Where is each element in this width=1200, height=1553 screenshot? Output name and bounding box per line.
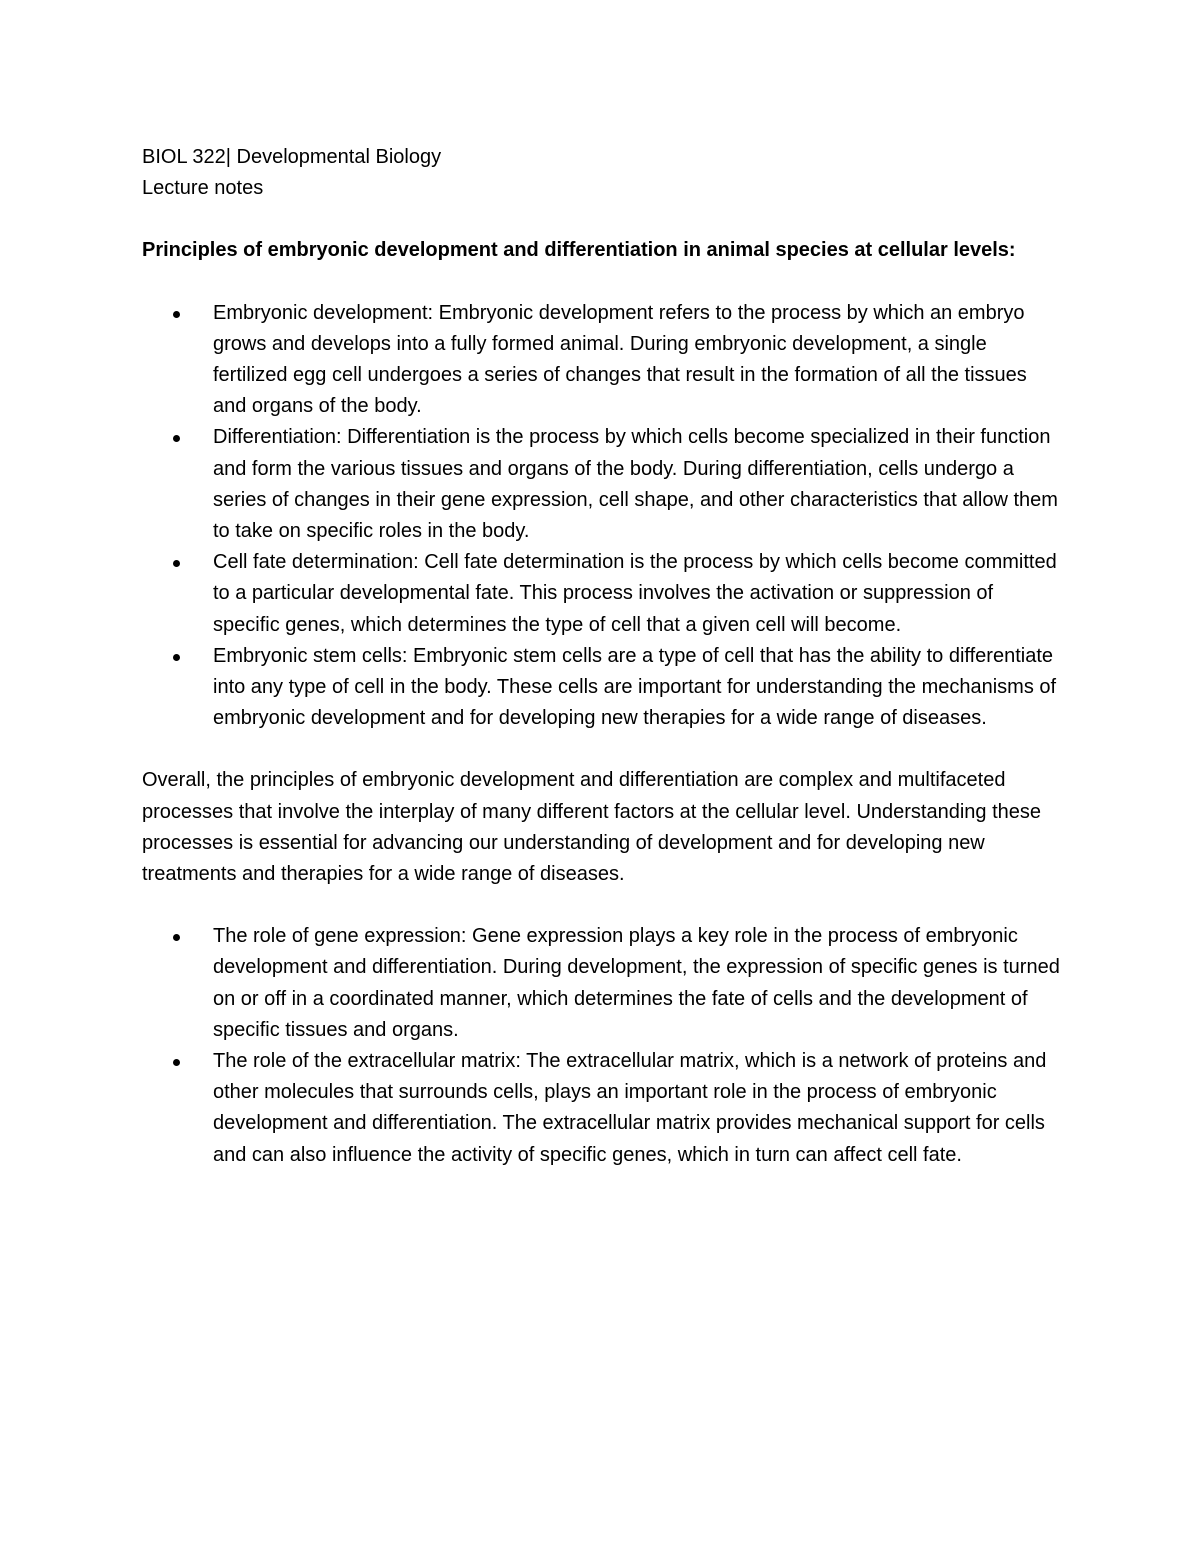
bullet-icon bbox=[173, 1059, 180, 1066]
list-item bbox=[142, 641, 1062, 735]
list-item-text: Embryonic development: Embryonic development refers to the process by which an embryo grows and develops into a fully formed animal. During embryonic development, a single fertilized egg cell undergoes a series of changes that result in the formation of all the tissues and organs of the body. bbox=[213, 301, 1027, 418]
list-item bbox=[142, 1046, 1062, 1171]
bullet-icon bbox=[173, 435, 180, 442]
list-item bbox=[142, 298, 1062, 423]
list-item-text: Cell fate determination: Cell fate determination is the process by which cells become committed to a particular developmental fate. This process involves the activation or suppression of specific genes, which determines the type of cell that a given cell will become. bbox=[213, 551, 1057, 636]
list-item bbox=[142, 921, 1062, 1046]
list-item-text: The role of the extracellular matrix: The extracellular matrix, which is a network of proteins and other molecules that surrounds cells, plays an important role in the process of embryonic development and differentiation. The extracellular matrix provides mechanical support for cells and can also influence the activity of specific genes, which in turn can affect cell fate. bbox=[213, 1050, 1047, 1166]
bullet-icon bbox=[173, 934, 180, 941]
list-item-text: Embryonic stem cells: Embryonic stem cells are a type of cell that has the ability to differentiate into any type of cell in the body. These cells are important for understanding the mechanisms of embryonic development and for developing new therapies for a wide range of diseases. bbox=[213, 644, 1057, 730]
bullet-list-roles bbox=[142, 921, 1062, 1171]
document-subtitle: Lecture notes bbox=[142, 177, 264, 200]
list-item-text: Differentiation: Differentiation is the process by which cells become specialized in their function and form the various tissues and organs of the body. During differentiation, cells undergo a series of changes in their gene expression, cell shape, and other characteristics that allow them to take on specific roles in the body. bbox=[213, 426, 1058, 543]
bullet-icon bbox=[173, 560, 180, 567]
document-body bbox=[142, 142, 1062, 1171]
list-item bbox=[142, 547, 1062, 641]
course-title: BIOL 322| Developmental Biology bbox=[142, 146, 442, 168]
list-item bbox=[142, 422, 1062, 547]
bullet-icon bbox=[173, 654, 180, 661]
summary-paragraph: Overall, the principles of embryonic development and differentiation are complex and multifaceted processes that involve the interplay of many different factors at the cellular level. Understanding these processes is essential for advancing our understanding of development and for developing new treatments and therapies for a wide range of diseases. bbox=[142, 769, 1042, 886]
section-heading: Principles of embryonic development and differentiation in animal species at cellular levels: bbox=[142, 239, 1016, 262]
list-item-text: The role of gene expression: Gene expression plays a key role in the process of embryonic development and differentiation. During development, the expression of specific genes is turned on or off in a coordinated manner, which determines the fate of cells and the development of specific tissues and organs. bbox=[213, 925, 1060, 1041]
bullet-list-principles bbox=[142, 298, 1062, 735]
bullet-icon bbox=[173, 311, 180, 318]
